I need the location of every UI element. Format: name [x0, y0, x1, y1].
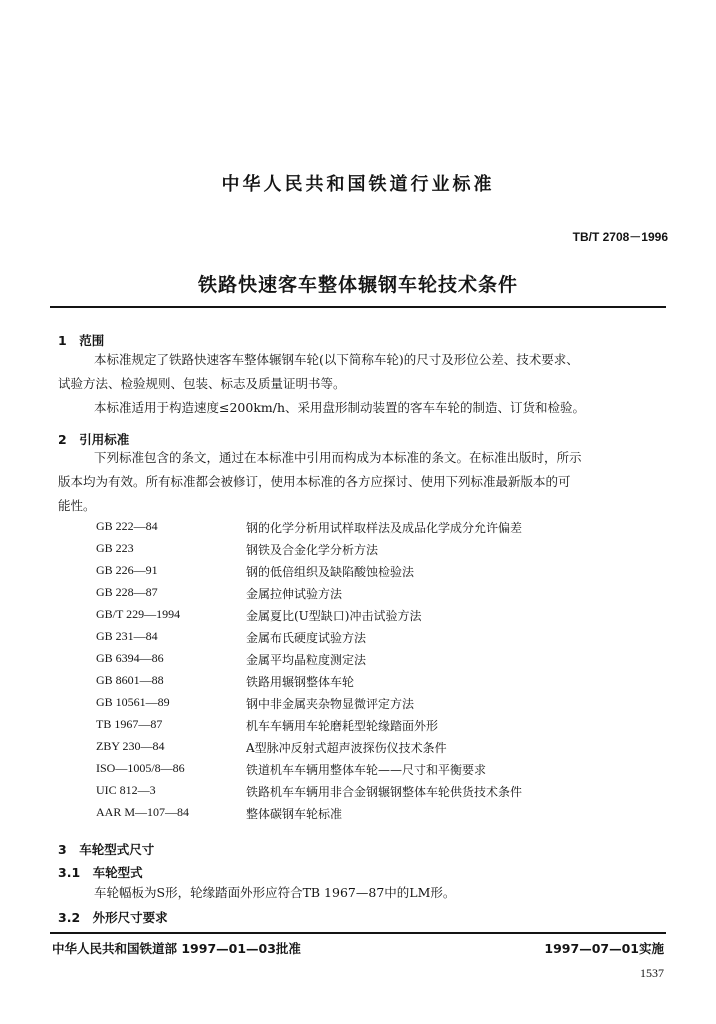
reference-code: UIC 812—3 — [96, 783, 156, 797]
reference-title: 金属布氏硬度试验方法 — [246, 631, 367, 645]
section-1-para1-line1: 本标准规定了铁路快速客车整体辗钢车轮(以下简称车轮)的尺寸及形位公差、技术要求、 — [94, 352, 579, 367]
reference-code: GB 10561—89 — [96, 695, 170, 709]
section-1-heading: 1 范围 — [58, 333, 105, 348]
reference-code: GB 228—87 — [96, 585, 158, 599]
reference-code: GB/T 229—1994 — [96, 607, 181, 621]
section-1-para2: 本标准适用于构造速度≤200km/h、采用盘形制动装置的客车车轮的制造、订货和检验。 — [94, 400, 586, 415]
reference-title: 机车车辆用车轮磨耗型轮缘踏面外形 — [246, 719, 439, 733]
reference-title: 金属平均晶粒度测定法 — [246, 653, 367, 667]
reference-title: 钢的低倍组织及缺陷酸蚀检验法 — [246, 565, 415, 579]
section-2-heading: 2 引用标准 — [58, 432, 130, 447]
reference-title: 铁路机车车辆用非合金钢辗钢整体车轮供货技术条件 — [246, 785, 523, 799]
section-2-intro-line3: 能性。 — [58, 498, 96, 513]
page-number: 1537 — [640, 966, 664, 980]
issuer-title: 中华人民共和国铁道行业标准 — [221, 174, 495, 195]
reference-title: 钢中非金属夹杂物显微评定方法 — [246, 697, 415, 711]
reference-code: GB 6394—86 — [96, 651, 164, 665]
reference-code: ISO—1005/8—86 — [96, 761, 185, 775]
reference-title: 铁路用辗钢整体车轮 — [246, 675, 355, 689]
document-title: 铁路快速客车整体辗钢车轮技术条件 — [197, 274, 518, 296]
reference-code: ZBY 230—84 — [96, 739, 165, 753]
footer-divider — [50, 932, 666, 934]
approval-line: 中华人民共和国铁道部 1997—01—03批准 — [52, 941, 301, 956]
reference-code: AAR M—107—84 — [96, 805, 190, 819]
title-divider — [50, 306, 666, 308]
reference-code: GB 231—84 — [96, 629, 158, 643]
section-1-para1-line2: 试验方法、检验规则、包装、标志及质量证明书等。 — [58, 376, 346, 391]
reference-code: TB 1967—87 — [96, 717, 163, 731]
reference-code: GB 8601—88 — [96, 673, 164, 687]
reference-title: 金属拉伸试验方法 — [246, 587, 343, 601]
reference-title: 钢的化学分析用试样取样法及成品化学成分允许偏差 — [246, 521, 523, 535]
reference-title: 整体碳钢车轮标准 — [246, 807, 343, 821]
section-3-2-heading: 3.2 外形尺寸要求 — [58, 910, 168, 925]
section-3-1-heading: 3.1 车轮型式 — [58, 865, 143, 880]
reference-code: GB 223 — [96, 541, 134, 555]
reference-title: 金属夏比(U型缺口)冲击试验方法 — [246, 609, 422, 623]
reference-title: 钢铁及合金化学分析方法 — [246, 543, 379, 557]
section-2-intro-line2: 版本均为有效。所有标准都会被修订，使用本标准的各方应探讨、使用下列标准最新版本的可 — [58, 474, 571, 489]
reference-code: GB 222—84 — [96, 519, 158, 533]
section-2-intro-line1: 下列标准包含的条文，通过在本标准中引用而构成为本标准的条文。在标准出版时，所示 — [94, 450, 582, 465]
section-3-1-text: 车轮幅板为S形，轮缘踏面外形应符合TB 1967—87中的LM形。 — [94, 885, 456, 900]
reference-code: GB 226—91 — [96, 563, 158, 577]
reference-title: 铁道机车车辆用整体车轮——尺寸和平衡要求 — [246, 763, 487, 777]
section-3-heading: 3 车轮型式尺寸 — [58, 842, 155, 857]
implementation-date: 1997—07—01实施 — [544, 941, 664, 956]
standard-code: TB/T 2708－1996 — [572, 230, 668, 244]
reference-title: A型脉冲反射式超声波探伤仪技术条件 — [246, 741, 447, 755]
